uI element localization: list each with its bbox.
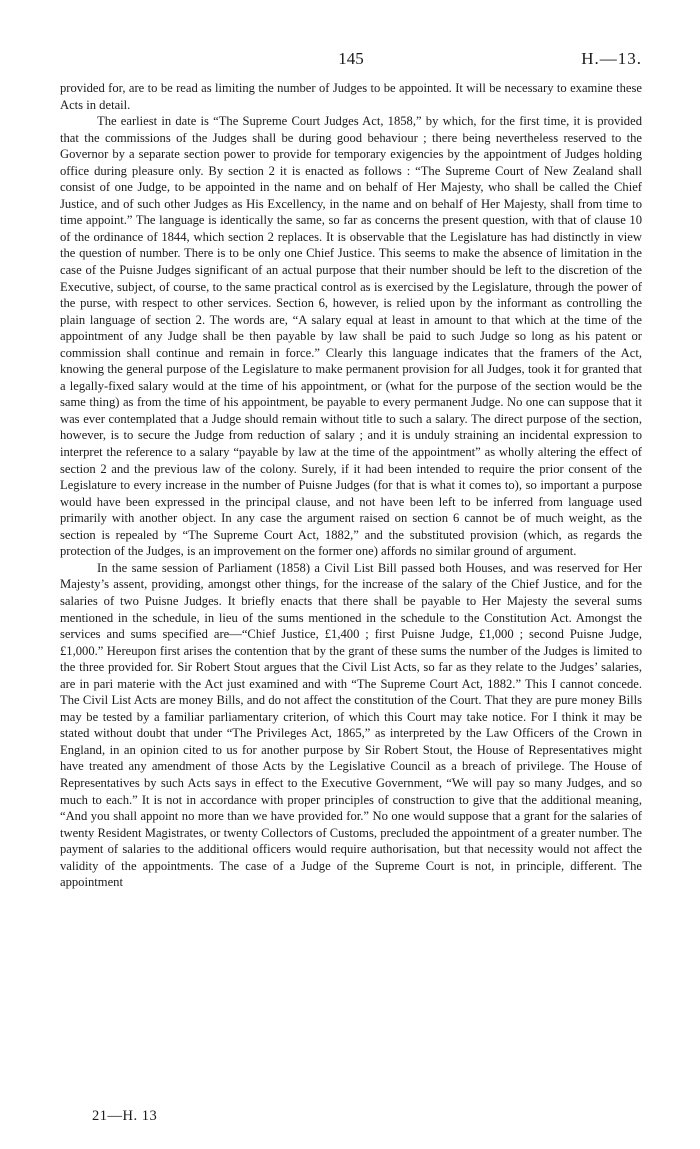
- printer-signature-mark: 21—H. 13: [92, 1108, 158, 1124]
- page-number: 145: [338, 49, 364, 68]
- document-code: H.—13.: [581, 49, 642, 68]
- paragraph-civil-list-bill: In the same session of Parliament (1858) a Civil List Bill passed both Houses, and was reserved for Her Majesty’s assent, providing, amongst other things, for the increase of the salary of the Chief Justice, and for the salaries of two Puisne Judges. It briefly enacts that there shall be payable to Her Majesty the several sums mentioned in the schedule, in lieu of the sums mentioned in the schedule to the Constitution Act. Amongst the services and sums specified are—“Chief Justice, £1,400 ; first Puisne Judge, £1,000 ; second Puisne Judge, £1,000.” Hereupon first arises the contention that by the grant of these sums the number of the Judges is limited to the three provided for. Sir Robert Stout argues that the Civil List Acts, so far as they relate to the Judges’ salaries, are in pari materie with the Act just examined and with “The Supreme Court Act, 1882.” This I cannot concede. The Civil List Acts are money Bills, and do not affect the constitution of the Court. That they are pure money Bills may be tested by a familiar parliamentary criterion, of which this Court may take notice. For I think it may be stated without doubt that under “The Privileges Act, 1865,” as interpreted by the Law Officers of the Crown in England, in an opinion cited to us for another purpose by Sir Robert Stout, the House of Representatives might have treated any amendment of those Acts by the Legislative Council as a breach of privilege. The House of Representatives by such Acts says in effect to the Executive Government, “We will pay so many Judges, and so much to each.” It is not in accordance with proper principles of construction to give that the additional meaning, “And you shall appoint no more than we have provided for.” No one would suppose that a grant for the salaries of twenty Resident Magistrates, or twenty Collectors of Customs, precluded the appointment of a greater number. The payment of salaries to the additional officers would require authorisation, but that necessity would not affect the validity of the appointments. The case of a Judge of the Supreme Court is not, in principle, different. The appointment: [60, 560, 642, 890]
- paragraph-supreme-court-judges-act: The earliest in date is “The Supreme Court Judges Act, 1858,” by which, for the first time, it is provided that the commissions of the Judges shall be during good behaviour ; there being nevertheless reserved to the Governor by a separate section power to provide for temporary exigencies by the appointment of Judges holding office during pleasure only. By section 2 it is enacted as follows : “The Supreme Court of New Zealand shall consist of one Judge, to be appointed in the name and on behalf of Her Majesty, who shall be called the Chief Justice, and of such other Judges as His Excellency, in the name and on behalf of Her Majesty, shall from time to time appoint.” The language is identically the same, so far as concerns the present question, with that of clause 10 of the ordinance of 1844, which section 2 replaces. It is observable that the Legislature has had distinctly in view the question of number. There is to be only one Chief Justice. This seems to make the absence of limitation in the case of the Puisne Judges significant of an actual purpose that their number should be left to the discretion of the Executive, subject, of course, to the same practical control as is exercised by the Legislature, through the power of the purse, with respect to other services. Section 6, however, is relied upon by the informant as controlling the plain language of section 2. The words are, “A salary equal at least in amount to that which at the time of the appointment of any Judge shall be then payable by law shall be paid to such Judge so long as his patent or commission shall continue and remain in force.” Clearly this language indicates that the framers of the Act, knowing the general purpose of the Legislature to make permanent provision for all Judges, took it for granted that a legally-fixed salary would at the time of his appointment, or (what for the purpose of the section would be the same thing) as from the time of his appointment, be payable to every permanent Judge. No one can suppose that it was ever contemplated that a Judge should remain without title to such a salary. The direct purpose of the section, however, is to secure the Judge from reduction of salary ; and it is unduly straining an incidental expression to interpret the reference to a salary “payable by law at the time of the appointment” as wholly altering the effect of section 2 and the previous law of the colony. Surely, if it had been intended to require the prior consent of the Legislature to every increase in the number of Puisne Judges (for that is what it comes to), so important a purpose would have been expressed in the principal clause, and not have been left to be inferred from language used primarily with another object. In any case the argument raised on section 6 cannot be of much weight, as the section is repealed by “The Supreme Court Act, 1882,” and the substituted provision (which, as regards the protection of the Judges, is an improvement on the former one) affords no similar ground of argument.: [60, 114, 642, 559]
- page-header: [60, 48, 642, 70]
- body-text: [60, 80, 642, 891]
- paragraph-continuation: provided for, are to be read as limiting the number of Judges to be appointed. It will be necessary to examine these Acts in detail.: [60, 81, 642, 112]
